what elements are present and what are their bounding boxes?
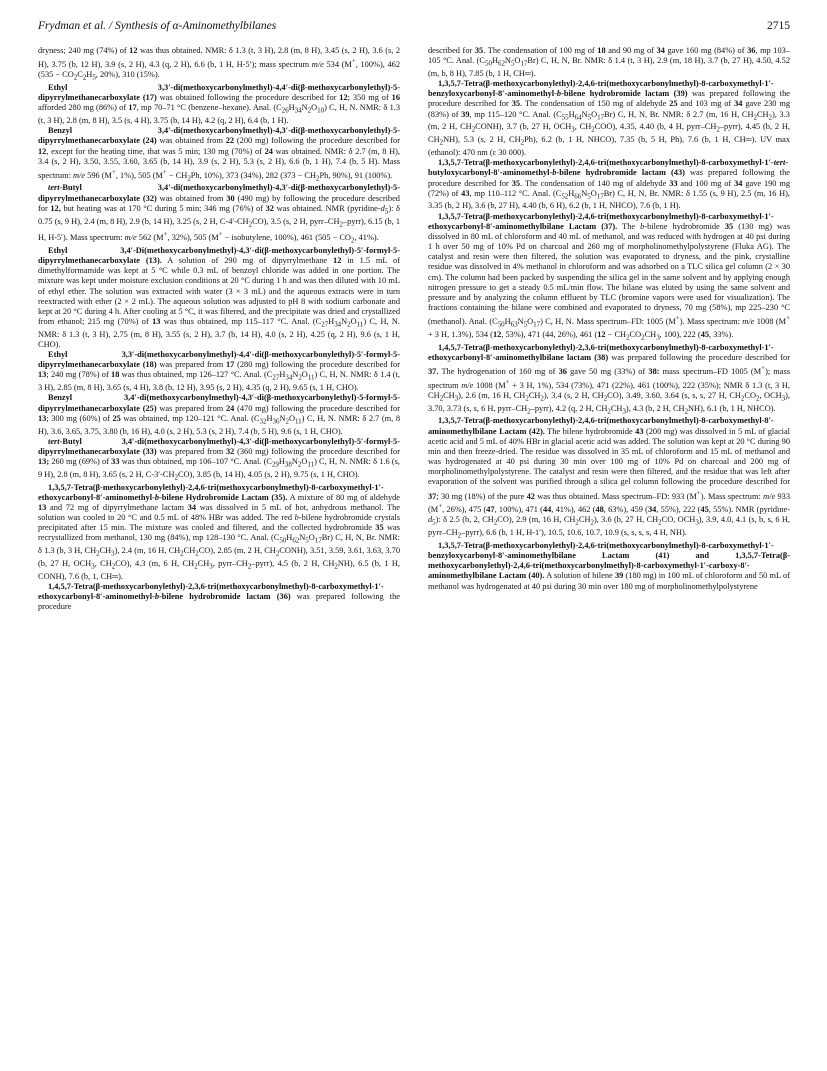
paragraph: dryness; 240 mg (74%) of 12 was thus obtained. NMR: δ 1.3 (t, 3 H), 2.8 (m, 8 H), 3.45 (s, 2 H), 3.6 (s, 2 H), 3.75 (b, 12 H), 3.9 (s, 2 H), 4.3 (q, 2 H), 6.6 (b, 1 H, H-5′); mass spectrum m/e 534 (M+, 100%), 462 ($535 - CO_2C_2H_5$, 20%), 310 (15%). xyxy=(38,46,401,82)
paragraph: Benzyl 3,4′-di(methoxycarbonylmethyl)-4,3′-di(β-methoxycarbonylethyl)-5-formyl-5-dipyrrylmethanecarboxylate (25) was prepared from 24 (470 mg) following the procedure described for 13; 300 mg (60%) of 25 was obtained, mp 120–121 °C. Anal. $(C_{32}H_{36}N_2O_{11})$ C, H, N. NMR: δ 2.7 (m, 8 H), 3.6, 3.65, 3.75, 3.80 (b, 16 H), 4.0 (s, 2 H), 5.3 (s, 2 H), 7.4 (b, 5 H), 9.6 (s, 1 H, CHO). xyxy=(38,393,401,436)
paragraph: Ethyl 3,3′-di(methoxycarbonylmethyl)-4,4′-di(β-methoxycarbonylethyl)-5-dipyrrylmethanecarboxylate (17) was obtained following the procedure described for 12; 350 mg of 16 afforded 280 mg (86%) of 17, mp 70–71 °C (benzene–hexane). Anal. $(C_{26}H_{34}N_2O_{10})$ C, H, N. NMR: δ 1.3 (t, 3 H), 2.8 (m, 8 H), 3.5 (s, 4 H), 3.75 (b, 14 H), 4.2 (q, 2 H), 6.4 (b, 1 H). xyxy=(38,82,400,126)
paragraph: 1,3,5,7-Tetra(β-methoxycarbonylethyl)-2,4,6-tri(methoxycarbonylmethyl)-8-carboxymethyl-1′-ethoxycarbonyl-8′-aminomethyl-b-bilene Hydrobromide Lactam (35). A mixture of 80 mg of aldehyde 13 and 72 mg of dipyrrylmethane lactam 34 was dissolved in 5 mL of hot, anhydrous methanol. The solution was cooled to 20 °C and 0.5 mL of 48% HBr was added. The red b-bilene hydrobromide crystals precipitated after 15 min. The mixture was cooled and filtered, and the collected hydrobromide 35 was recrystallized from methanol, 130 mg (84%), mp 128–130 °C. Anal. $(C_{50}H_{62}N_5O_{17}Br)$ C, H, N, Br. NMR: δ 1.3 (b, 3 H, $CH_2CH_3$), 2.4 (m, 16 H, $CH_2CH_2CO$), 2.85 (m, 2 H, $CH_2CONH$), 3.51, 3.59, 3.61, 3.63, 3.70 (b, 27 H, $OCH_3$, $CH_2CO$), 4.3 (m, 6 H, $CH_2CH_3$, pyrr–$CH_2-pyrr$), 4.5 (b, 2 H, $CH_2NH$), 6.5 (b, 1 H, CONH), 7.6 (b, 1, CH═). xyxy=(38,482,401,581)
page-header xyxy=(38,20,790,36)
page-number: 2715 xyxy=(767,20,790,32)
paragraph: Ethyl 3,4′-Di(methoxycarbonylmethyl)-4,3′-di(β-methoxycarbonylethyl)-5′-formyl-5-dipyrrylmethanecarboxylate (13). A solution of 290 mg of dipyrrylmethane 12 in 1.5 mL of dimethylformamide was kept at 5 °C while 0.3 mL of benzoyl chloride was added in one portion. The mixture was kept under moisture exclusion conditions at 20 °C during 1 h and was then diluted with 10 mL of ethyl ether. The solution was extracted with water (3 × 3 mL) and the aqueous extracts were in turn reextracted with ether (2 × 2 mL). The aqueous solution was adjusted to pH 8 with sodium carbonate and kept at 20 °C during 4 h. After cooling at 5 °C, it was filtered, and the precipitate was dried and crystallized from ethanol; 215 mg (70%) of 13 was thus obtained, mp 115–117 °C. Anal. $(C_{27}H_{34}N_2O_{11})$ C, H, N. NMR: δ 1.3 (t, 3 H), 2.75 (m, 8 H), 3.55 (s, 2 H), 3.7 (b, 14 H), 4.0 (s, 2 H), 4.25 (q, 2 H), 9.6 (s, 1 H, CHO). xyxy=(38,245,400,349)
right-column xyxy=(428,46,790,592)
running-head: Frydman et al. / Synthesis of α-Aminomethylbilanes xyxy=(38,20,277,32)
paragraph: 1,3,5,7-Tetra(β-methoxycarbonylethyl)-2,4,6-tri(methoxycarbonylmethyl)-8-carboxymethyl-1′-benzyloxycarbonyl-8′-aminomethyl-b-bilene hydrobromide lactam (39) was prepared following the procedure described for 35. The condensation of 150 mg of aldehyde 25 and 103 mg of 34 gave 230 mg (83%) of 39, mp 115–120 °C. Anal. $(C_{55}H_{64}N_5O_{17}Br)$ C, H, N, Br. NMR: δ 2.7 (m, 16 H, $CH_2CH_2$), 3.3 (m, 2 H, $CH_2CONH$), 3.7 (b, 27 H, $OCH_3$, $CH_2COO$), 4.35, 4.40 (b, 4 H, pyrr–$CH_2-pyrr$), 4.45 (b, 2 H, $CH_2NH$), 5.3 (s, 2 H, $CH_2Ph$), 6.2 (b, 1 H, NHCO), 7.35 (b, 5 H, Ph), 7.6 (b, 1 H, CH═). UV max (ethanol): 470 nm (ε 30 000). xyxy=(428,79,791,158)
paragraph: 1,3,5,7-Tetra(β-methoxycarbonylethyl)-2,4,6-tri(methoxycarbonylmethyl)-8-carboxymethyl-1′-tert-butyloxycarbonyl-8′-aminomethyl-b-bilene hydrobromide lactam (43) was prepared following the procedure described for 35. The condensation of 140 mg of aldehyde 33 and 100 mg of 34 gave 190 mg (72%) of 43, mp 110–112 °C. Anal. $(C_{52}H_{66}N_5O_{17}Br)$ C, H, N, Br. NMR: δ 1.55 (s, 9 H), 2.5 (m, 16 H), 3.35 (b, 2 H), 3.6 (b, 27 H), 4.40 (b, 6 H), 6.2 (b, 1 H, NHCO), 7.6 (b, 1 H). xyxy=(428,158,790,211)
paragraph: tert-Butyl 3,4′-di(methoxycarbonylmethyl)-4,3′-di(β-methoxycarbonylethyl)-5′-formyl-5-dipyrrylmethanecarboxylate (33) was prepared from 32 (360 mg) following the procedure described for 13; 260 mg (69%) of 33 was thus obtained, mp 106–107 °C. Anal. $(C_{29}H_{38}N_2O_{11})$ C, H, N. NMR: δ 1.6 (s, 9 H), 2.8 (m, 8 H), 3.65 (s, 2 H, $C-3'-CH_2CO$), 3.85 (b, 14 H), 4.05 (s, 2 H), 9.75 (s, 1 H, CHO). xyxy=(38,436,401,482)
paragraph: described for 35. The condensation of 100 mg of 18 and 90 mg of 34 gave 160 mg (84%) of 36, mp 103–105 °C. Anal. $(C_{50}H_{62}N_5O_{17}Br)$ C, H, N, Br. NMR: δ 1.4 (t, 3 H), 2.9 (m, 18 H), 3.7 (b, 27 H), 4.50, 4.52 (m, b, 8 H), 7.85 (b, 1 H, CH═). xyxy=(428,46,790,78)
paragraph: 1,4,5,7-Tetra(β-methoxycarbonylethyl)-2,3,6-tri(methoxycarbonylmethyl)-8-carboxymethyl-1′-ethoxycarbonyl-8′-aminomethylbilane lactam (38) was prepared following the procedure described for 37. The hydrogenation of 160 mg of 36 gave 50 mg (33%) of 38: mass spectrum–FD 1005 (M+); mass spectrum m/e 1008 (M+ + 3 H, 1%), 534 (73%), 471 (22%), 461 (100%), 222 (35%); NMR δ 1.3 (t, 3 H, $CH_2CH_3$), 2.6 (m, 16 H, $CH_2CH_2$), 3.4 (s, 2 H, $CH_2CO$), 3.49, 3.60, 3.64 (s, s, s, 27 H, $CH_2CO_2$, $OCH_3$), 3.70, 3.73 (s, s, 6 H, pyrr–$CH_2-pyrr$), 4.2 (q, 2 H, $CH_2CH_3$), 4.3 (b, 2 H, $CH_2NH$), 6.1 (b, 1 H, NHCO). xyxy=(428,342,791,416)
paragraph: 1,4,5,7-Tetra(β-methoxycarbonylethyl)-2,3,6-tri(methoxycarbonylmethyl)-8-carboxymethyl-1′-ethoxycarbonyl-8′-aminomethyl-b-bilene hydrobromide lactam (36) was prepared following the procedure xyxy=(38,582,400,612)
left-column xyxy=(38,46,400,613)
paragraph: Ethyl 3,3′-di(methoxycarbonylmethyl)-4,4′-di(β-methoxycarbonylethyl)-5′-formyl-5-dipyrrylmethanecarboxylate (18) was prepared from 17 (280 mg) following the procedure described for 13; 240 mg (78%) of 18 was thus obtained, mp 126–127 °C. Anal. $(C_{27}H_{34}N_2O_{11})$ C, H, N. NMR: δ 1.4 (t, 3 H), 2.85 (m, 8 H), 3.65 (s, 4 H), 3.8 (b, 12 H), 3.95 (s, 2 H), 4.35 (q, 2 H), 9.65 (s, 1 H, CHO). xyxy=(38,350,401,393)
paragraph: tert-Butyl 3,4′-di(methoxycarbonylmethyl)-4,3′-di(β-methoxycarbonylethyl)-5-dipyrrylmethanecarboxylate (32) was obtained from 30 (490 mg) by following the procedure described for 12, but heating was at 170 °C during 5 min; 346 mg (76%) of 32 was obtained. NMR $(pyridine-d_5)$: δ 0.75 (s, 9 H), 2.4 (m, 8 H), 2.9 (b, 14 H), 3.25 (s, 2 H, $C-4'-CH_2CO$), 3.5 (s, 2 H, pyrr–$CH_2-pyrr$), 6.15 (b, 1 H, H-5′). Mass spectrum: m/e 562 (M+, 32%), 505 (M+ − isobutylene, 100%), 461 ($505 - CO_2$, 41%). xyxy=(38,183,401,245)
paragraph: 1,3,5,7-Tetra(β-methoxycarbonylethyl)-2,4,6-tri(methoxycarbonylmethyl)-8-carboxymethyl-1′-benzyloxycarbonyl-8′-aminomethylbilane Lactam (41) and 1,3,5,7-Tetra(β-methoxycarbonylethyl)-2,4,6-tri(methoxycarbonylmethyl)-8-carboxymethyl-1′-carboxy-8′-aminomethylbilane Lactam (40). A solution of bilene 39 (180 mg) in 100 mL of chloroform and 50 mL of methanol was hydrogenated at 40 psi during 30 min over 180 mg of morpholinomethylpolystyrene xyxy=(428,541,790,591)
paragraph: Benzyl 3,4′-di(methoxycarbonylmethyl)-4,3′-di(β-methoxycarbonylethyl)-5-dipyrrylmethanecarboxylate (24) was obtained from 22 (200 mg) following the procedure described for 12, except for the heating time, that was 5 min; 130 mg (70%) of 24 was obtained. NMR: δ 2.7 (m, 8 H), 3.4 (s, 2 H), 3.50, 3.55, 3.60, 3.65 (b, 14 H), 3.9 (s, 2 H), 5.3 (s, 2 H), 6.6 (b, 1 H), 7.4 (b, 5 H). Mass spectrum: m/e 596 (M+, 1%), 505 ($M^+ - CH_2Ph$, 10%), 373 (34%), 282 ($373 - CH_2Ph$, 90%), 91 (100%). xyxy=(38,126,401,183)
paragraph: 1,3,5,7-Tetra(β-methoxycarbonylethyl)-2,4,6-tri(methoxycarbonylmethyl)-8-carboxymethyl-1′-ethoxycarbonyl-8′-aminomethylbilane Lactam (37). The b-bilene hydrobromide 35 (130 mg) was dissolved in 80 mL of chloroform and 40 mL of methanol, and was reduced with hydrogen at 40 psi during 1 h over 50 mg of 10% Pd on charcoal and 260 mg of morpholinomethylpolystyrene (Fluka AG). The catalyst and resin were then filtered, the solution was evaporated to dryness, and the pink, crystalline residue was dissolved in 4% methanol in chloroform and was adsorbed on a TLC silica gel column (2 × 30 cm). The column had been packed by suspending the silica gel in the same solvent and by applying enough nitrogen pressure to get a steady 0.5 mL/min flow. The bilane was eluted by using the same solvent and pressure and by analyzing the column effluent by TLC (bromine vapors were used for visualization). The fractions containing the bilane were combined and evaporated to dryness, 70 mg (58%), mp 225–230 °C (methanol). Anal. $(C_{50}H_{63}N_5O_{17})$ C, H, N. Mass spectrum–FD: 1005 (M+). Mass spectrum: m/e 1008 (M+ + 3 H, 1.3%), 534 (12, 53%), 471 (44, 26%), 461 ($12 - CH_2CO_2CH_3$, 100), 222 (45, 33%). xyxy=(428,211,791,342)
paragraph: 1,3,5,7-Tetra(β-methoxycarbonylethyl)-2,4,6-tri(methoxycarbonylmethyl)-8-carboxymethyl-8′-aminomethylbilane Lactam (42). The bilene hydrobromide 43 (200 mg) was dissolved in 5 mL of glacial acetic acid and 5 mL of 40% HBr in glacial acetic acid was added. The solution was kept at 20 °C during 90 min and then freeze-dried. The residue was dissolved in 35 mL of chloroform and 15 mL of methanol and was hydrogenated at 40 psi during 30 min over 100 mg of 10% Pd on charcoal and 200 mg of morpholinomethylpolystyrene. The catalyst and resin were then filtered, and the residue that was left after evaporation of the solvent was purified through a silica gel column following the procedure described for 37; 30 mg (18%) of the pure 42 was thus obtained. Mass spectrum–FD: 933 (M+). Mass spectrum: m/e 933 (M+, 26%), 475 (47, 100%), 471 (44, 41%), 462 (48, 63%), 459 (34, 55%), 222 (45, 55%). NMR $(pyridine-d_5)$: δ 2.5 (b, 2, $CH_2CO$), 2.9 (m, 16 H, $CH_2CH_2$), 3.6 (b, 27 H, $CH_2CO$, $OCH_3$), 3.9, 4.0, 4.1 (s, b, s, 6 H, pyrr–$CH_2-pyrr$), 6.6 (b, 1 H, H-1′), 10.5, 10.6, 10.7, 10.9 (s, s, s, s, 4 H, NH). xyxy=(428,416,791,540)
